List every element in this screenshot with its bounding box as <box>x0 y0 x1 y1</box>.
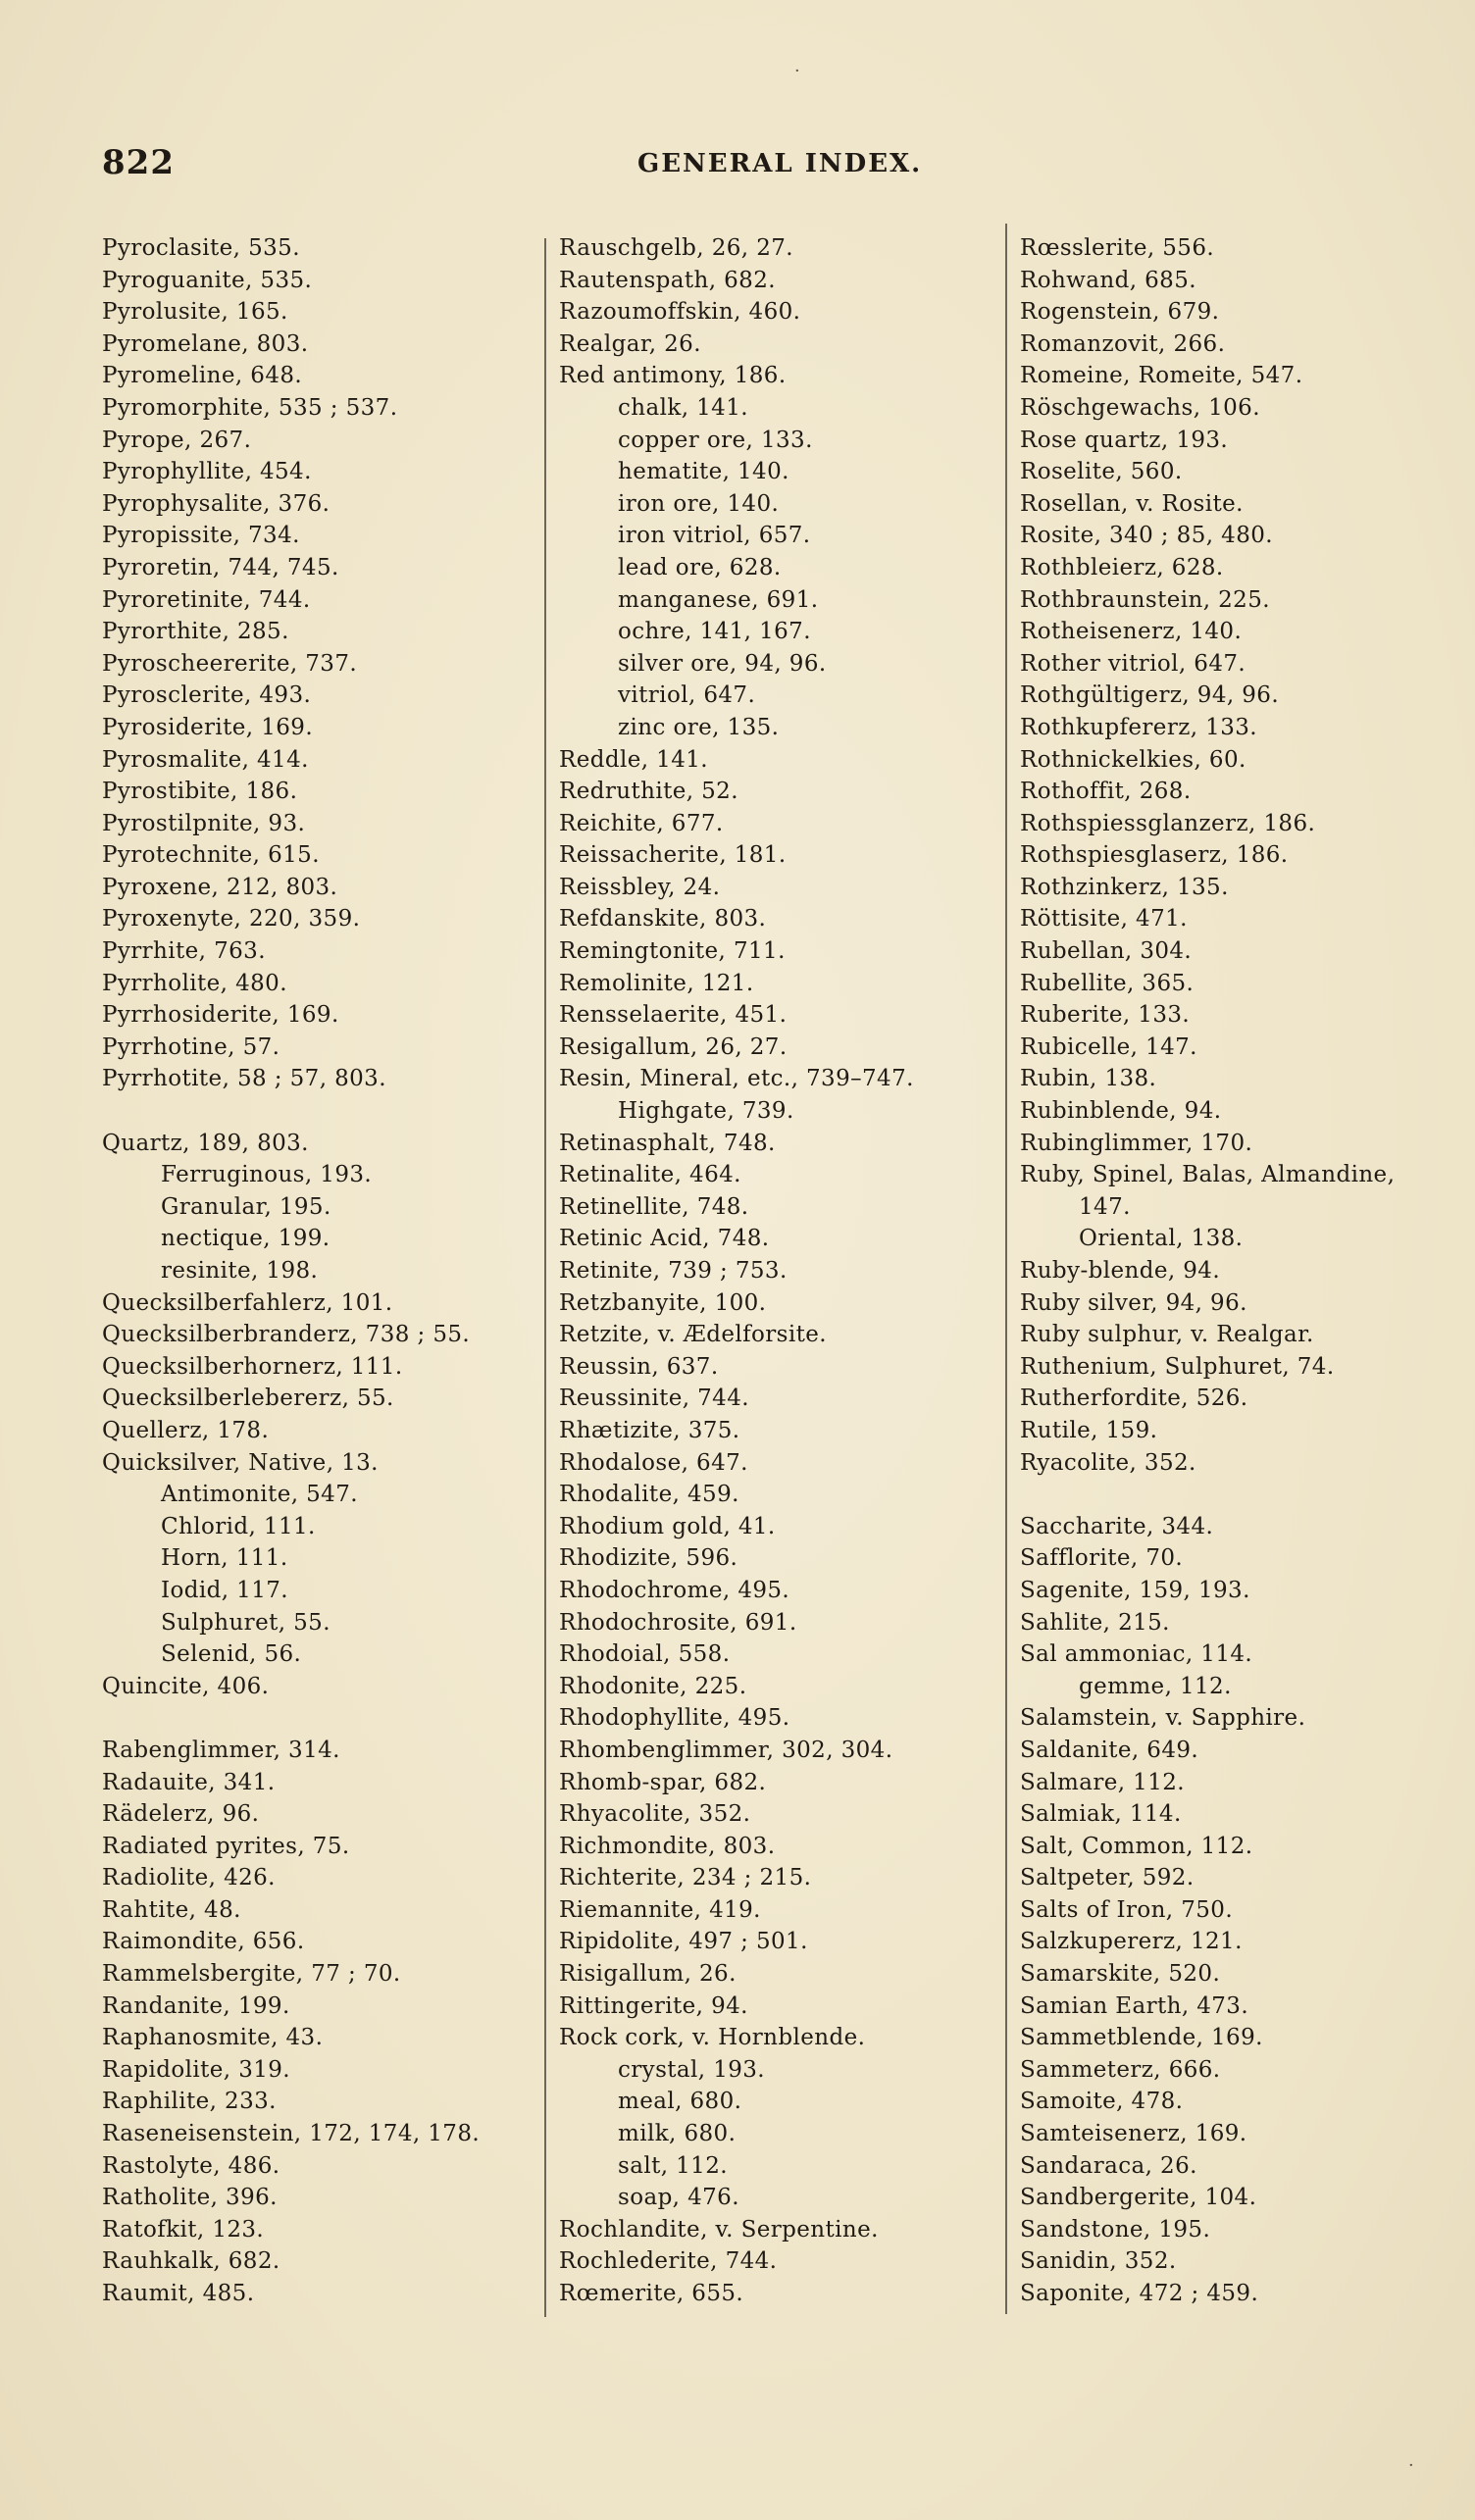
index-entry: Pyrrhosiderite, 169. <box>102 1002 339 1029</box>
index-entry: Resigallum, 26, 27. <box>559 1033 788 1060</box>
index-entry: Highgate, 739. <box>618 1098 794 1125</box>
index-entry: Rhodalose, 647. <box>559 1449 748 1476</box>
index-column-3 <box>1020 232 1451 2310</box>
index-entry: Saltpeter, 592. <box>1020 1865 1195 1891</box>
index-entry: Rhodoial, 558. <box>559 1641 731 1668</box>
index-entry: Pyroxene, 212, 803. <box>102 874 338 900</box>
index-entry: Reissacherite, 181. <box>559 842 787 869</box>
index-entry: Salmiak, 114. <box>1020 1801 1182 1828</box>
index-subentry: crystal, 193. <box>618 2056 766 2083</box>
index-entry: Salts of Iron, 750. <box>1020 1896 1234 1923</box>
index-entry: Pyromelane, 803. <box>102 330 309 357</box>
index-entry: Reissbley, 24. <box>559 874 721 900</box>
index-entry: Rammelsbergite, 77 ; 70. <box>102 1961 401 1988</box>
index-entry: Remolinite, 121. <box>559 970 754 996</box>
index-entry: Refdanskite, 803. <box>559 906 767 932</box>
index-entry: Rohwand, 685. <box>1020 267 1196 293</box>
index-entry: Rhodochrosite, 691. <box>559 1609 797 1636</box>
index-entry: Pyrolusite, 165. <box>102 299 288 326</box>
index-entry: Retinic Acid, 748. <box>559 1226 770 1252</box>
index-entry: Rogenstein, 679. <box>1020 299 1220 326</box>
index-entry: Rhodochrome, 495. <box>559 1577 790 1603</box>
index-entry: Rabenglimmer, 314. <box>102 1737 340 1763</box>
index-entry: Rothbraunstein, 225. <box>1020 586 1270 613</box>
index-subentry: gemme, 112. <box>1079 1673 1232 1699</box>
index-subentry: Sulphuret, 55. <box>161 1609 331 1636</box>
index-entry: Rhomb-spar, 682. <box>559 1769 767 1795</box>
index-entry: Röttisite, 471. <box>1020 906 1188 932</box>
index-entry: Pyrrhite, 763. <box>102 938 266 965</box>
index-subentry: hematite, 140. <box>618 459 789 485</box>
index-entry: Rapidolite, 319. <box>102 2056 291 2083</box>
index-entry: Rubin, 138. <box>1020 1066 1157 1092</box>
print-speck: · <box>1408 2455 1414 2476</box>
index-entry: Red antimony, 186. <box>559 363 787 389</box>
index-column-1 <box>102 232 534 2310</box>
index-subentry: Horn, 111. <box>161 1545 288 1572</box>
index-entry: Samteisenerz, 169. <box>1020 2121 1247 2147</box>
index-entry: Rœmerite, 655. <box>559 2281 744 2306</box>
index-entry: Ryacolite, 352. <box>1020 1449 1196 1476</box>
index-entry: Rother vitriol, 647. <box>1020 650 1246 677</box>
index-subentry: Ferruginous, 193. <box>161 1162 373 1188</box>
index-entry: Pyroretin, 744, 745. <box>102 554 339 580</box>
index-subentry: Selenid, 56. <box>161 1641 302 1668</box>
index-entry: Rothoffit, 268. <box>1020 779 1192 805</box>
index-entry: Reichite, 677. <box>559 810 724 836</box>
index-entry: Pyrrhotite, 58 ; 57, 803. <box>102 1066 386 1092</box>
index-entry: Rhodizite, 596. <box>559 1545 738 1572</box>
index-entry: Reussinite, 744. <box>559 1386 749 1412</box>
index-entry: Quecksilberfahlerz, 101. <box>102 1289 393 1316</box>
index-subentry: ochre, 141, 167. <box>618 619 811 645</box>
index-entry: Rutile, 159. <box>1020 1417 1158 1443</box>
index-entry: Ruberite, 133. <box>1020 1002 1191 1029</box>
index-entry: Redruthite, 52. <box>559 779 738 805</box>
index-entry: Ruthenium, Sulphuret, 74. <box>1020 1353 1335 1380</box>
index-entry: Richmondite, 803. <box>559 1833 776 1859</box>
page-number: 822 <box>102 143 175 182</box>
index-entry: Quicksilver, Native, 13. <box>102 1449 379 1476</box>
index-entry: Pyrophyllite, 454. <box>102 459 312 485</box>
index-entry: Sandstone, 195. <box>1020 2216 1211 2243</box>
index-entry: Randanite, 199. <box>102 1992 290 2019</box>
index-subentry: chalk, 141. <box>618 394 748 421</box>
index-entry: Salt, Common, 112. <box>1020 1833 1253 1859</box>
index-entry: Rubicelle, 147. <box>1020 1033 1197 1060</box>
index-entry: Safflorite, 70. <box>1020 1545 1184 1572</box>
index-entry: Pyromorphite, 535 ; 537. <box>102 394 398 421</box>
index-entry: Ruby sulphur, v. Realgar. <box>1020 1322 1314 1348</box>
index-entry: Rädelerz, 96. <box>102 1801 260 1828</box>
index-subentry: resinite, 198. <box>161 1258 319 1284</box>
index-subentry: Granular, 195. <box>161 1193 331 1220</box>
print-speck: · <box>794 61 800 81</box>
index-entry: Pyrophysalite, 376. <box>102 490 331 517</box>
index-entry: Raphanosmite, 43. <box>102 2025 324 2051</box>
index-entry: Samian Earth, 473. <box>1020 1992 1249 2019</box>
index-entry: 147. <box>1079 1193 1131 1220</box>
index-entry: Salmare, 112. <box>1020 1769 1185 1795</box>
index-entry: Pyrope, 267. <box>102 427 252 453</box>
index-entry: Rubellan, 304. <box>1020 938 1193 965</box>
index-subentry: manganese, 691. <box>618 586 819 613</box>
index-entry: Rhombenglimmer, 302, 304. <box>559 1737 893 1763</box>
index-entry: Resin, Mineral, etc., 739–747. <box>559 1066 914 1092</box>
index-entry: Raphilite, 233. <box>102 2089 277 2115</box>
index-entry: Sagenite, 159, 193. <box>1020 1577 1250 1603</box>
index-entry: Rahtite, 48. <box>102 1896 241 1923</box>
index-entry: Quecksilberlebererz, 55. <box>102 1386 394 1412</box>
index-entry: Rothbleierz, 628. <box>1020 554 1224 580</box>
index-entry: Rock cork, v. Hornblende. <box>559 2025 866 2051</box>
index-entry: Rutherfordite, 526. <box>1020 1386 1248 1412</box>
section-gap <box>102 1702 534 1735</box>
index-entry: Richterite, 234 ; 215. <box>559 1865 812 1891</box>
index-entry: Samoite, 478. <box>1020 2089 1184 2115</box>
index-subentry: Oriental, 138. <box>1079 1226 1244 1252</box>
index-entry: Riemannite, 419. <box>559 1896 761 1923</box>
index-entry: Pyrrholite, 480. <box>102 970 287 996</box>
index-entry: Rauschgelb, 26, 27. <box>559 235 793 261</box>
column-divider <box>1005 224 1007 2314</box>
index-entry: Pyrrhotine, 57. <box>102 1033 280 1060</box>
index-entry: Raimondite, 656. <box>102 1929 305 1955</box>
index-entry: Radiolite, 426. <box>102 1865 276 1891</box>
index-entry: Pyrorthite, 285. <box>102 619 289 645</box>
index-entry: Raumit, 485. <box>102 2281 255 2306</box>
index-subentry: milk, 680. <box>618 2121 737 2147</box>
index-entry: Rastolyte, 486. <box>102 2152 280 2179</box>
index-entry: Salzkupererz, 121. <box>1020 1929 1243 1955</box>
index-entry: Rothzinkerz, 135. <box>1020 874 1229 900</box>
index-entry: Saccharite, 344. <box>1020 1513 1214 1539</box>
index-subentry: nectique, 199. <box>161 1226 331 1252</box>
index-entry: Ratholite, 396. <box>102 2185 278 2211</box>
index-entry: Rittingerite, 94. <box>559 1992 748 2019</box>
index-entry: Rosellan, v. Rosite. <box>1020 490 1244 517</box>
index-entry: Quincite, 406. <box>102 1673 270 1699</box>
index-subentry: Chlorid, 111. <box>161 1513 316 1539</box>
index-entry: Rhodalite, 459. <box>559 1482 739 1508</box>
index-entry: Sandaraca, 26. <box>1020 2152 1197 2179</box>
index-entry: Pyroretinite, 744. <box>102 586 311 613</box>
index-entry: Pyrostibite, 186. <box>102 779 298 805</box>
index-entry: Rubellite, 365. <box>1020 970 1195 996</box>
index-entry: Rothkupfererz, 133. <box>1020 714 1257 740</box>
index-entry: Quecksilberbranderz, 738 ; 55. <box>102 1322 471 1348</box>
index-entry: Sandbergerite, 104. <box>1020 2185 1257 2211</box>
index-entry: Sammeterz, 666. <box>1020 2056 1221 2083</box>
index-entry: Rensselaerite, 451. <box>559 1002 788 1029</box>
index-entry: Retzite, v. Ædelforsite. <box>559 1322 827 1348</box>
index-entry: Rothgültigerz, 94, 96. <box>1020 682 1280 709</box>
index-entry: Reddle, 141. <box>559 746 708 773</box>
section-gap <box>1020 1479 1451 1511</box>
index-entry: Pyrosmalite, 414. <box>102 746 309 773</box>
index-entry: Romeine, Romeite, 547. <box>1020 363 1303 389</box>
index-subentry: vitriol, 647. <box>618 682 756 709</box>
index-entry: Rose quartz, 193. <box>1020 427 1229 453</box>
index-entry: Pyrosclerite, 493. <box>102 682 312 709</box>
index-entry: Saldanite, 649. <box>1020 1737 1199 1763</box>
index-entry: Retinasphalt, 748. <box>559 1130 776 1156</box>
index-entry: Rautenspath, 682. <box>559 267 776 293</box>
running-head: GENERAL INDEX. <box>637 149 923 178</box>
index-column-2 <box>559 232 1000 2310</box>
index-entry: Rosite, 340 ; 85, 480. <box>1020 523 1273 549</box>
index-entry: Samarskite, 520. <box>1020 1961 1221 1988</box>
index-entry: Ripidolite, 497 ; 501. <box>559 1929 808 1955</box>
index-entry: Quecksilberhornerz, 111. <box>102 1353 403 1380</box>
index-entry: Ruby, Spinel, Balas, Almandine, <box>1020 1162 1396 1188</box>
index-subentry: lead ore, 628. <box>618 554 782 580</box>
index-entry: Rhodium gold, 41. <box>559 1513 776 1539</box>
index-entry: Rothnickelkies, 60. <box>1020 746 1246 773</box>
index-entry: Ratofkit, 123. <box>102 2216 265 2243</box>
index-entry: Rhætizite, 375. <box>559 1417 740 1443</box>
index-entry: Rochlederite, 744. <box>559 2248 778 2275</box>
index-entry: Pyroclasite, 535. <box>102 235 300 261</box>
index-entry: Rothspiesglaserz, 186. <box>1020 842 1289 869</box>
index-subentry: silver ore, 94, 96. <box>618 650 827 677</box>
index-entry: Pyropissite, 734. <box>102 523 300 549</box>
index-entry: Sal ammoniac, 114. <box>1020 1641 1253 1668</box>
index-subentry: iron vitriol, 657. <box>618 523 811 549</box>
index-entry: Razoumoffskin, 460. <box>559 299 801 326</box>
index-entry: Quartz, 189, 803. <box>102 1130 309 1156</box>
index-entry: Rhyacolite, 352. <box>559 1801 751 1828</box>
index-entry: Rœsslerite, 556. <box>1020 235 1215 261</box>
index-entry: Remingtonite, 711. <box>559 938 786 965</box>
index-entry: Sanidin, 352. <box>1020 2248 1177 2275</box>
index-subentry: Iodid, 117. <box>161 1577 288 1603</box>
index-entry: Retinellite, 748. <box>559 1193 749 1220</box>
index-subentry: salt, 112. <box>618 2152 728 2179</box>
index-entry: Pyrosiderite, 169. <box>102 714 314 740</box>
index-entry: Sahlite, 215. <box>1020 1609 1170 1636</box>
index-entry: Ruby silver, 94, 96. <box>1020 1289 1247 1316</box>
column-divider <box>544 238 546 2317</box>
index-entry: Rauhkalk, 682. <box>102 2248 280 2275</box>
index-entry: Radauite, 341. <box>102 1769 276 1795</box>
index-entry: Pyroscheererite, 737. <box>102 650 358 677</box>
index-entry: Sammetblende, 169. <box>1020 2025 1263 2051</box>
index-entry: Rothspiessglanzerz, 186. <box>1020 810 1316 836</box>
index-entry: Raseneisenstein, 172, 174, 178. <box>102 2121 481 2147</box>
index-entry: Rhodonite, 225. <box>559 1673 747 1699</box>
index-entry: Roselite, 560. <box>1020 459 1183 485</box>
index-entry: Romanzovit, 266. <box>1020 330 1226 357</box>
index-entry: Pyroguanite, 535. <box>102 267 313 293</box>
index-subentry: iron ore, 140. <box>618 490 780 517</box>
index-entry: Radiated pyrites, 75. <box>102 1833 350 1859</box>
index-entry: Röschgewachs, 106. <box>1020 394 1260 421</box>
section-gap <box>102 1095 534 1128</box>
index-subentry: Antimonite, 547. <box>161 1482 358 1508</box>
index-entry: Pyrostilpnite, 93. <box>102 810 306 836</box>
index-entry: Rhodophyllite, 495. <box>559 1705 790 1732</box>
index-entry: Realgar, 26. <box>559 330 701 357</box>
index-subentry: soap, 476. <box>618 2185 739 2211</box>
index-entry: Pyrotechnite, 615. <box>102 842 320 869</box>
index-entry: Rotheisenerz, 140. <box>1020 619 1243 645</box>
index-entry: Rubinglimmer, 170. <box>1020 1130 1253 1156</box>
index-entry: Pyroxenyte, 220, 359. <box>102 906 361 932</box>
index-entry: Pyromeline, 648. <box>102 363 303 389</box>
index-entry: Ruby-blende, 94. <box>1020 1258 1221 1284</box>
index-entry: Saponite, 472 ; 459. <box>1020 2281 1259 2306</box>
index-entry: Salamstein, v. Sapphire. <box>1020 1705 1306 1732</box>
index-entry: Retinalite, 464. <box>559 1162 741 1188</box>
index-entry: Reussin, 637. <box>559 1353 719 1380</box>
index-entry: Quellerz, 178. <box>102 1417 270 1443</box>
index-entry: Retzbanyite, 100. <box>559 1289 767 1316</box>
index-entry: Retinite, 739 ; 753. <box>559 1258 788 1284</box>
index-subentry: meal, 680. <box>618 2089 742 2115</box>
index-entry: Risigallum, 26. <box>559 1961 737 1988</box>
index-subentry: copper ore, 133. <box>618 427 813 453</box>
index-entry: Rochlandite, v. Serpentine. <box>559 2216 879 2243</box>
index-entry: Rubinblende, 94. <box>1020 1098 1222 1125</box>
index-subentry: zinc ore, 135. <box>618 714 780 740</box>
